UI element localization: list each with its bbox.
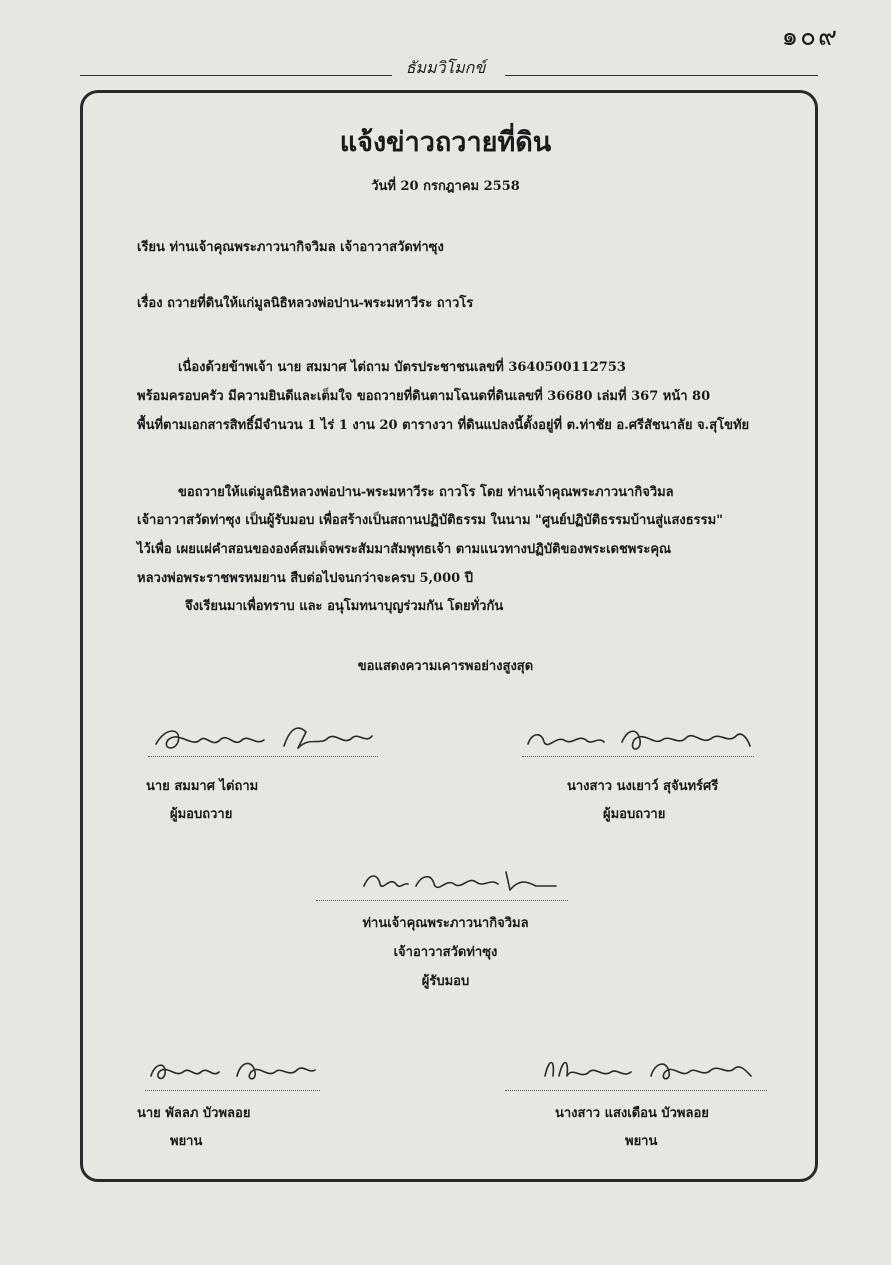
signer-role-witness1: พยาน (170, 1134, 203, 1149)
signer-name-donor1: นาย สมมาศ ไต่ถาม (146, 779, 259, 794)
running-head: ธัมมวิโมกข์ (405, 58, 486, 77)
body-line: จึงเรียนมาเพื่อทราบ และ อนุโมทนาบุญร่วมกัน โดยทั่วกัน (185, 599, 504, 614)
signature-witness1 (145, 1050, 320, 1090)
body-line: เจ้าอาวาสวัดท่าซุง เป็นผู้รับมอบ เพื่อสร้างเป็นสถานปฏิบัติธรรม ในนาม "ศูนย์ปฏิบัติธรรมบ้านสู่แสงธรรม" (137, 513, 723, 528)
signature-line-donor2 (522, 756, 754, 757)
signer-name-donor2: นางสาว นงเยาว์ สุจันทร์ศรี (567, 779, 719, 794)
signer-role-receiver: ผู้รับมอบ (421, 974, 470, 989)
closing-line: ขอแสดงความเคารพอย่างสูงสุด (357, 659, 534, 674)
signature-donor2 (522, 718, 754, 758)
signature-donor1 (148, 718, 378, 758)
signer-role-witness2: พยาน (625, 1134, 658, 1149)
page-number: ๑๐๙ (781, 22, 839, 52)
document-title: แจ้งข่าวถวายที่ดิน (339, 127, 552, 158)
body-line: ขอถวายให้แด่มูลนิธิหลวงพ่อปาน-พระมหาวีระ ถาวโร โดย ท่านเจ้าคุณพระภาวนากิจวิมล (178, 485, 674, 500)
body-line: พื้นที่ตามเอกสารสิทธิ์มีจำนวน 1 ไร่ 1 งาน 20 ตารางวา ที่ดินแปลงนี้ตั้งอยู่ที่ ต.ท่าชัย อ.ศรีสัชนาลัย จ.สุโขทัย (137, 418, 750, 433)
signature-line-witness2 (505, 1090, 767, 1091)
signer-name-witness2: นางสาว แสงเดือน บัวพลอย (555, 1106, 709, 1121)
signer-role-donor1: ผู้มอบถวาย (170, 807, 233, 822)
letter-subject: เรื่อง ถวายที่ดินให้แก่มูลนิธิหลวงพ่อปาน-พระมหาวีระ ถาวโร (137, 296, 474, 311)
signer-name-witness1: นาย พัลลภ บัวพลอย (137, 1106, 251, 1121)
letter-recipient: เรียน ท่านเจ้าคุณพระภาวนากิจวิมล เจ้าอาวาสวัดท่าซุง (137, 240, 444, 255)
body-line: ไว้เพื่อ เผยแผ่คำสอนขององค์สมเด็จพระสัมมาสัมพุทธเจ้า ตามแนวทางปฏิบัติของพระเดชพระคุณ (137, 542, 672, 557)
body-line: หลวงพ่อพระราชพรหมยาน สืบต่อไปจนกว่าจะครบ 5,000 ปี (137, 571, 473, 586)
signature-witness2 (515, 1050, 755, 1090)
signature-receiver (360, 860, 560, 900)
document-date: วันที่ 20 กรกฎาคม 2558 (371, 179, 520, 194)
body-line: พร้อมครอบครัว มีความยินดีและเต็มใจ ขอถวายที่ดินตามโฉนดที่ดินเลขที่ 36680 เล่มที่ 367 หน้า 80 (137, 389, 711, 404)
signer-role-donor2: ผู้มอบถวาย (603, 807, 666, 822)
signature-line-witness1 (145, 1090, 320, 1091)
signature-line-donor1 (148, 756, 378, 757)
signer-title-receiver: เจ้าอาวาสวัดท่าซุง (393, 945, 498, 960)
running-head-rule-left (80, 75, 392, 76)
running-head-rule-right (505, 75, 818, 76)
body-line: เนื่องด้วยข้าพเจ้า นาย สมมาศ ไต่ถาม บัตรประชาชนเลขที่ 3640500112753 (178, 360, 626, 375)
signature-line-receiver (316, 900, 568, 901)
signer-name-receiver: ท่านเจ้าคุณพระภาวนากิจวิมล (362, 916, 529, 931)
